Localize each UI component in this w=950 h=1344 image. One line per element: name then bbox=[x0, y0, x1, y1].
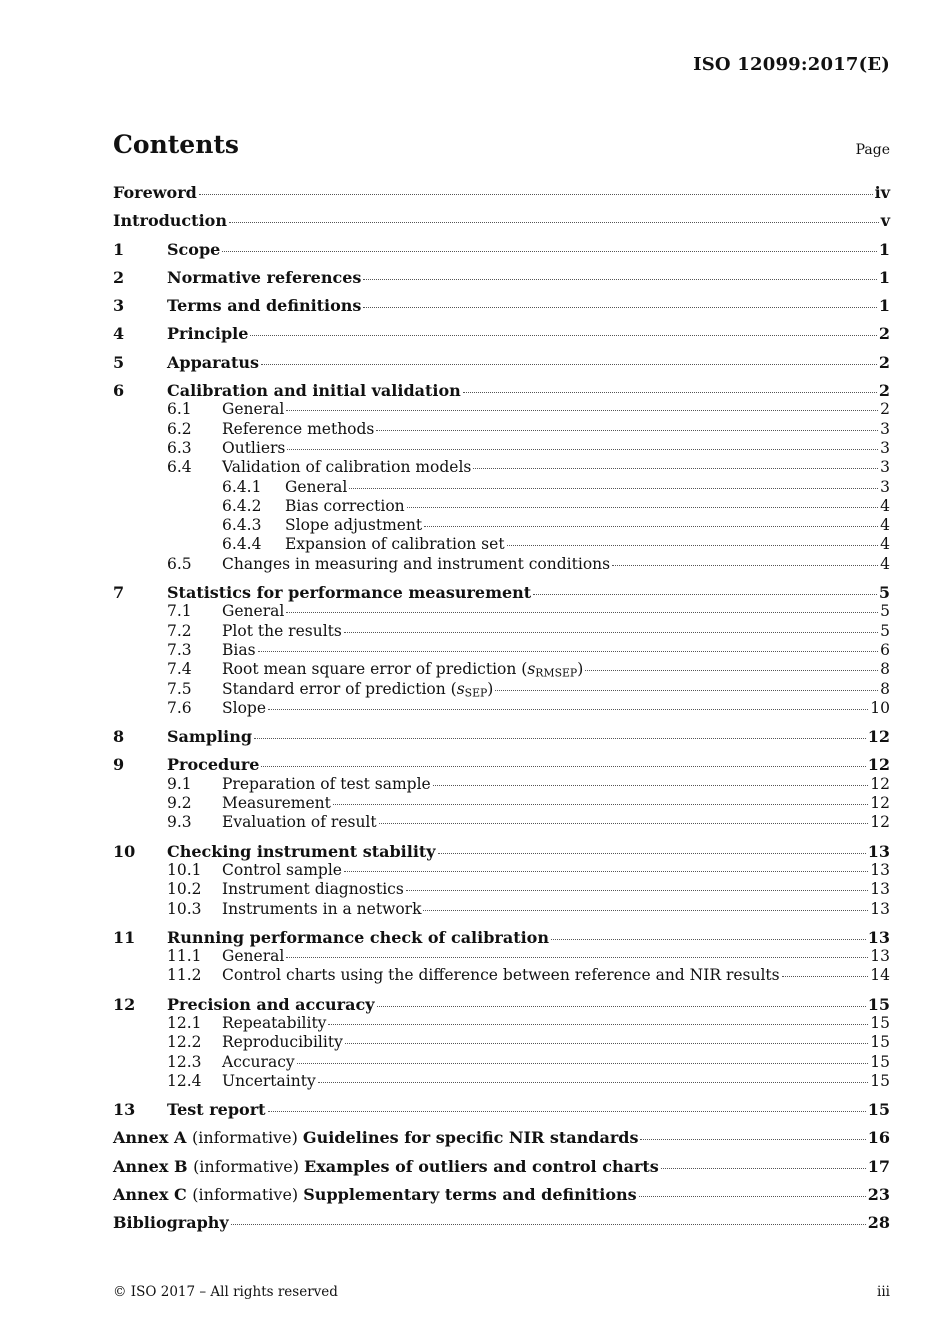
page-title: Contents bbox=[113, 130, 240, 159]
toc-entry[interactable] bbox=[113, 622, 890, 641]
toc-entry-title: Apparatus bbox=[167, 352, 259, 372]
toc-entry-title: Reproducibility bbox=[222, 1033, 343, 1052]
toc-entry[interactable] bbox=[113, 813, 890, 832]
toc-dot-leader bbox=[507, 545, 879, 546]
toc-entry-title: Test report bbox=[167, 1100, 266, 1120]
toc-entry[interactable] bbox=[113, 400, 890, 419]
toc-entry-title: Precision and accuracy bbox=[167, 994, 375, 1014]
annex-type: (informative) bbox=[193, 1156, 305, 1176]
toc-entry-number: 9 bbox=[113, 755, 125, 775]
toc-entry[interactable] bbox=[113, 439, 890, 458]
toc-entry-number: 4 bbox=[113, 324, 125, 344]
toc-entry-title: General bbox=[222, 400, 285, 419]
toc-entry-title: Principle bbox=[167, 324, 249, 344]
toc-entry[interactable] bbox=[113, 641, 890, 660]
toc-entry-title: Preparation of test sample bbox=[222, 774, 431, 793]
toc-entry-title: Terms and definitions bbox=[167, 296, 362, 316]
toc-entry-page: 15 bbox=[870, 1033, 890, 1052]
toc-dot-leader bbox=[639, 1196, 866, 1197]
toc-entry-title: Control charts using the difference between reference and NIR results bbox=[222, 966, 780, 985]
toc-entry-title: Foreword bbox=[113, 183, 197, 202]
toc-dot-leader bbox=[379, 823, 869, 824]
toc-entry[interactable] bbox=[113, 381, 890, 400]
toc-dot-leader bbox=[268, 1111, 866, 1112]
toc-entry-title: Bibliography bbox=[113, 1213, 229, 1233]
toc-entry-title: General bbox=[222, 947, 285, 966]
toc-entry[interactable] bbox=[113, 966, 890, 985]
toc-entry-title: Instrument diagnostics bbox=[222, 880, 404, 899]
toc-entry[interactable] bbox=[113, 794, 890, 813]
toc-dot-leader bbox=[286, 957, 868, 958]
toc-entry-title bbox=[113, 1185, 637, 1204]
toc-entry-page: 2 bbox=[878, 381, 890, 401]
toc-entry-title: Outliers bbox=[222, 438, 286, 457]
annex-title: Examples of outliers and control charts bbox=[304, 1156, 659, 1176]
toc-entry-number: 7.3 bbox=[167, 640, 192, 659]
toc-entry[interactable] bbox=[113, 1157, 890, 1176]
toc-dot-leader bbox=[533, 594, 877, 595]
toc-entry-number: 10.1 bbox=[167, 860, 202, 879]
toc-entry[interactable] bbox=[113, 928, 890, 947]
toc-entry-page: 1 bbox=[878, 267, 890, 287]
toc-entry-page: 16 bbox=[867, 1128, 890, 1148]
annex-label: Annex C bbox=[113, 1185, 193, 1205]
toc-dot-leader bbox=[286, 612, 878, 613]
toc-dot-leader bbox=[345, 1043, 868, 1044]
page-column-label: Page bbox=[855, 142, 890, 158]
toc-entry-title: Instruments in a network bbox=[222, 899, 422, 918]
toc-dot-leader bbox=[551, 939, 866, 940]
toc-entry[interactable] bbox=[113, 1014, 890, 1033]
toc-dot-leader bbox=[261, 766, 865, 767]
toc-entry-number: 10.3 bbox=[167, 899, 202, 918]
toc-entry[interactable] bbox=[113, 516, 890, 535]
toc-entry-page: 13 bbox=[870, 860, 890, 879]
toc-entry[interactable] bbox=[113, 680, 890, 699]
toc-dot-leader bbox=[231, 1224, 866, 1225]
toc-entry-title: Procedure bbox=[167, 755, 260, 775]
toc-entry-page: 5 bbox=[880, 602, 890, 621]
toc-dot-leader bbox=[406, 890, 868, 891]
copyright-notice: © ISO 2017 – All rights reserved bbox=[113, 1284, 338, 1300]
annex-label: Annex B bbox=[113, 1156, 194, 1176]
toc-entry-page: 15 bbox=[867, 1100, 890, 1120]
toc-entry[interactable] bbox=[113, 775, 890, 794]
toc-dot-leader bbox=[423, 910, 868, 911]
toc-entry[interactable] bbox=[113, 211, 890, 230]
toc-entry-page: iv bbox=[874, 183, 890, 202]
toc-dot-leader bbox=[258, 651, 879, 652]
toc-dot-leader bbox=[585, 670, 878, 671]
toc-dot-leader bbox=[376, 430, 878, 431]
toc-entry-number: 11.1 bbox=[167, 947, 202, 966]
toc-entry-page: 4 bbox=[880, 535, 890, 554]
toc-entry[interactable] bbox=[113, 1053, 890, 1072]
toc-entry-page: 5 bbox=[878, 583, 890, 603]
table-of-contents bbox=[113, 183, 890, 1233]
toc-entry[interactable] bbox=[113, 880, 890, 899]
toc-dot-leader bbox=[286, 410, 878, 411]
toc-entry-page: 3 bbox=[880, 458, 890, 477]
annex-title: Supplementary terms and definitions bbox=[303, 1185, 637, 1205]
toc-entry-title: Evaluation of result bbox=[222, 813, 377, 832]
toc-entry-title: Control sample bbox=[222, 860, 342, 879]
toc-entry-title: Scope bbox=[167, 239, 221, 259]
toc-entry-page: 12 bbox=[870, 774, 890, 793]
toc-entry[interactable] bbox=[113, 535, 890, 554]
toc-entry[interactable] bbox=[113, 1213, 890, 1232]
toc-entry-page: 8 bbox=[880, 660, 890, 679]
toc-entry-number: 13 bbox=[113, 1100, 136, 1120]
toc-entry-page: 15 bbox=[870, 1013, 890, 1032]
toc-entry[interactable] bbox=[113, 420, 890, 439]
toc-entry-page: 12 bbox=[870, 794, 890, 813]
toc-dot-leader bbox=[433, 785, 869, 786]
toc-entry-title: Checking instrument stability bbox=[167, 841, 436, 861]
toc-entry-number: 6.3 bbox=[167, 438, 192, 457]
toc-entry-page: 4 bbox=[880, 554, 890, 573]
toc-entry[interactable] bbox=[113, 1100, 890, 1119]
toc-entry-title: Repeatability bbox=[222, 1013, 327, 1032]
toc-entry-number: 12.3 bbox=[167, 1052, 202, 1071]
toc-entry[interactable] bbox=[113, 1128, 890, 1147]
toc-entry-page: 15 bbox=[870, 1071, 890, 1090]
toc-entry[interactable] bbox=[113, 842, 890, 861]
toc-dot-leader bbox=[463, 392, 877, 393]
toc-dot-leader bbox=[261, 364, 877, 365]
toc-entry-page: 13 bbox=[870, 880, 890, 899]
toc-entry-number: 6.5 bbox=[167, 554, 192, 573]
toc-entry-page: 4 bbox=[880, 496, 890, 515]
toc-entry[interactable] bbox=[113, 324, 890, 343]
toc-entry-page: 14 bbox=[870, 966, 890, 985]
toc-entry-page: 28 bbox=[867, 1213, 890, 1233]
toc-entry-number: 7.1 bbox=[167, 602, 192, 621]
toc-entry-page: 1 bbox=[878, 239, 890, 259]
toc-entry-title: Running performance check of calibration bbox=[167, 927, 549, 947]
toc-entry-number: 6.4.4 bbox=[222, 535, 262, 554]
toc-dot-leader bbox=[438, 853, 866, 854]
toc-entry[interactable] bbox=[113, 900, 890, 919]
toc-dot-leader bbox=[363, 279, 876, 280]
toc-entry-title: Standard error of prediction $(s_{SEP})$ bbox=[222, 679, 494, 700]
toc-entry-title: Sampling bbox=[167, 727, 253, 747]
toc-entry-title: Statistics for performance measurement bbox=[167, 583, 532, 603]
toc-entry-number: 3 bbox=[113, 296, 125, 316]
toc-dot-leader bbox=[328, 1024, 868, 1025]
toc-entry-page: 15 bbox=[867, 994, 890, 1014]
toc-entry[interactable] bbox=[113, 947, 890, 966]
toc-entry[interactable] bbox=[113, 268, 890, 287]
toc-entry-page: 3 bbox=[880, 477, 890, 496]
annex-type: (informative) bbox=[191, 1128, 303, 1148]
toc-dot-leader bbox=[407, 507, 878, 508]
toc-entry-title: Normative references bbox=[167, 267, 362, 287]
toc-entry-number: 9.2 bbox=[167, 794, 192, 813]
toc-entry[interactable] bbox=[113, 602, 890, 621]
toc-entry-page: 13 bbox=[870, 899, 890, 918]
toc-entry-number: 10.2 bbox=[167, 880, 202, 899]
toc-entry-title: Validation of calibration models bbox=[222, 458, 472, 477]
toc-entry-number: 10 bbox=[113, 841, 136, 861]
toc-entry[interactable] bbox=[113, 497, 890, 516]
toc-entry-number: 7.4 bbox=[167, 660, 192, 679]
toc-dot-leader bbox=[268, 709, 868, 710]
toc-entry-title: Reference methods bbox=[222, 419, 375, 438]
toc-entry-number: 12.1 bbox=[167, 1013, 202, 1032]
toc-dot-leader bbox=[222, 251, 877, 252]
toc-dot-leader bbox=[661, 1168, 866, 1169]
toc-dot-leader bbox=[229, 222, 879, 223]
annex-type: (informative) bbox=[192, 1185, 304, 1205]
toc-entry-number: 11.2 bbox=[167, 966, 202, 985]
toc-entry-page: 1 bbox=[878, 296, 890, 316]
page-number: iii bbox=[877, 1284, 890, 1300]
toc-dot-leader bbox=[349, 488, 878, 489]
toc-entry-title: General bbox=[285, 477, 348, 496]
toc-entry-page: 2 bbox=[878, 352, 890, 372]
toc-entry[interactable] bbox=[113, 478, 890, 497]
toc-entry-title bbox=[113, 1157, 659, 1176]
toc-entry-title: Bias correction bbox=[285, 496, 405, 515]
toc-entry[interactable] bbox=[113, 727, 890, 746]
toc-entry-number: 12.2 bbox=[167, 1033, 202, 1052]
toc-entry-number: 7.5 bbox=[167, 679, 192, 698]
toc-entry-page: v bbox=[880, 211, 890, 231]
toc-dot-leader bbox=[612, 565, 878, 566]
toc-entry-number: 6.2 bbox=[167, 419, 192, 438]
toc-entry-page: 23 bbox=[867, 1185, 890, 1205]
toc-entry[interactable] bbox=[113, 861, 890, 880]
toc-entry-page: 3 bbox=[880, 438, 890, 457]
toc-entry-title: Introduction bbox=[113, 211, 227, 231]
toc-dot-leader bbox=[473, 468, 878, 469]
toc-dot-leader bbox=[495, 690, 878, 691]
toc-dot-leader bbox=[199, 194, 873, 195]
toc-entry[interactable] bbox=[113, 660, 890, 679]
toc-dot-leader bbox=[782, 976, 869, 977]
toc-entry-number: 7 bbox=[113, 583, 125, 603]
toc-dot-leader bbox=[344, 871, 868, 872]
toc-entry[interactable] bbox=[113, 755, 890, 774]
toc-dot-leader bbox=[318, 1082, 869, 1083]
toc-entry[interactable] bbox=[113, 995, 890, 1014]
toc-entry-number: 6.4.2 bbox=[222, 496, 262, 515]
toc-entry-page: 12 bbox=[870, 813, 890, 832]
toc-entry-number: 7.2 bbox=[167, 621, 192, 640]
toc-entry-page: 8 bbox=[880, 679, 890, 698]
page-footer bbox=[113, 1284, 890, 1300]
toc-entry-title: Calibration and initial validation bbox=[167, 381, 461, 401]
toc-entry[interactable] bbox=[113, 1185, 890, 1204]
toc-entry-number: 5 bbox=[113, 352, 125, 372]
toc-dot-leader bbox=[297, 1063, 869, 1064]
toc-entry-number: 9.3 bbox=[167, 813, 192, 832]
toc-entry[interactable] bbox=[113, 296, 890, 315]
toc-dot-leader bbox=[333, 804, 868, 805]
toc-entry-title: Bias bbox=[222, 640, 256, 659]
annex-label: Annex A bbox=[113, 1128, 192, 1148]
toc-dot-leader bbox=[344, 632, 878, 633]
toc-entry-number: 12 bbox=[113, 994, 136, 1014]
toc-entry-number: 6.1 bbox=[167, 400, 192, 419]
toc-entry-number: 6.4 bbox=[167, 458, 192, 477]
toc-dot-leader bbox=[254, 738, 866, 739]
toc-entry[interactable] bbox=[113, 1072, 890, 1091]
toc-entry[interactable] bbox=[113, 1033, 890, 1052]
toc-entry[interactable] bbox=[113, 458, 890, 477]
toc-entry-page: 3 bbox=[880, 419, 890, 438]
toc-entry-page: 12 bbox=[867, 755, 890, 775]
toc-dot-leader bbox=[377, 1006, 866, 1007]
toc-entry-page: 13 bbox=[867, 841, 890, 861]
document-id: ISO 12099:2017(E) bbox=[693, 54, 890, 75]
toc-dot-leader bbox=[640, 1139, 865, 1140]
toc-entry-title: Measurement bbox=[222, 794, 331, 813]
toc-entry-number: 6.4.1 bbox=[222, 477, 262, 496]
toc-entry-title: Plot the results bbox=[222, 621, 342, 640]
toc-entry[interactable] bbox=[113, 583, 890, 602]
toc-entry-page: 13 bbox=[867, 927, 890, 947]
toc-entry-number: 12.4 bbox=[167, 1071, 202, 1090]
toc-entry-page: 15 bbox=[870, 1052, 890, 1071]
toc-entry-page: 17 bbox=[867, 1156, 890, 1176]
toc-entry-title: Slope bbox=[222, 698, 267, 717]
toc-entry-page: 10 bbox=[870, 698, 890, 717]
toc-entry-number: 6.4.3 bbox=[222, 516, 262, 535]
toc-entry-title: Expansion of calibration set bbox=[285, 535, 505, 554]
toc-entry[interactable] bbox=[113, 555, 890, 574]
toc-entry-title bbox=[113, 1128, 638, 1147]
toc-entry-number: 8 bbox=[113, 727, 125, 747]
toc-entry[interactable] bbox=[113, 183, 890, 202]
toc-dot-leader bbox=[287, 449, 878, 450]
toc-dot-leader bbox=[424, 526, 878, 527]
toc-entry-title: Uncertainty bbox=[222, 1071, 316, 1090]
toc-entry-title: Changes in measuring and instrument conditions bbox=[222, 554, 611, 573]
toc-entry-page: 4 bbox=[880, 516, 890, 535]
toc-entry-number: 11 bbox=[113, 927, 136, 947]
toc-dot-leader bbox=[250, 335, 876, 336]
toc-entry-title: General bbox=[222, 602, 285, 621]
toc-entry-number: 6 bbox=[113, 381, 125, 401]
toc-entry-page: 12 bbox=[867, 727, 890, 747]
toc-dot-leader bbox=[363, 307, 876, 308]
toc-entry-page: 2 bbox=[878, 324, 890, 344]
toc-entry-title: Accuracy bbox=[222, 1052, 295, 1071]
toc-entry-number: 9.1 bbox=[167, 774, 192, 793]
toc-entry[interactable] bbox=[113, 699, 890, 718]
toc-entry-title: Root mean square error of prediction $(s_{RMSEP})$ bbox=[222, 660, 584, 680]
toc-entry-title: Slope adjustment bbox=[285, 516, 423, 535]
toc-entry[interactable] bbox=[113, 353, 890, 372]
toc-entry-number: 1 bbox=[113, 239, 125, 259]
toc-entry-number: 7.6 bbox=[167, 698, 192, 717]
toc-entry-number: 2 bbox=[113, 267, 125, 287]
toc-entry-page: 2 bbox=[880, 400, 890, 419]
annex-title: Guidelines for specific NIR standards bbox=[302, 1128, 639, 1148]
toc-entry-page: 5 bbox=[880, 621, 890, 640]
toc-entry-page: 13 bbox=[870, 947, 890, 966]
toc-entry-page: 6 bbox=[880, 640, 890, 659]
toc-entry[interactable] bbox=[113, 240, 890, 259]
